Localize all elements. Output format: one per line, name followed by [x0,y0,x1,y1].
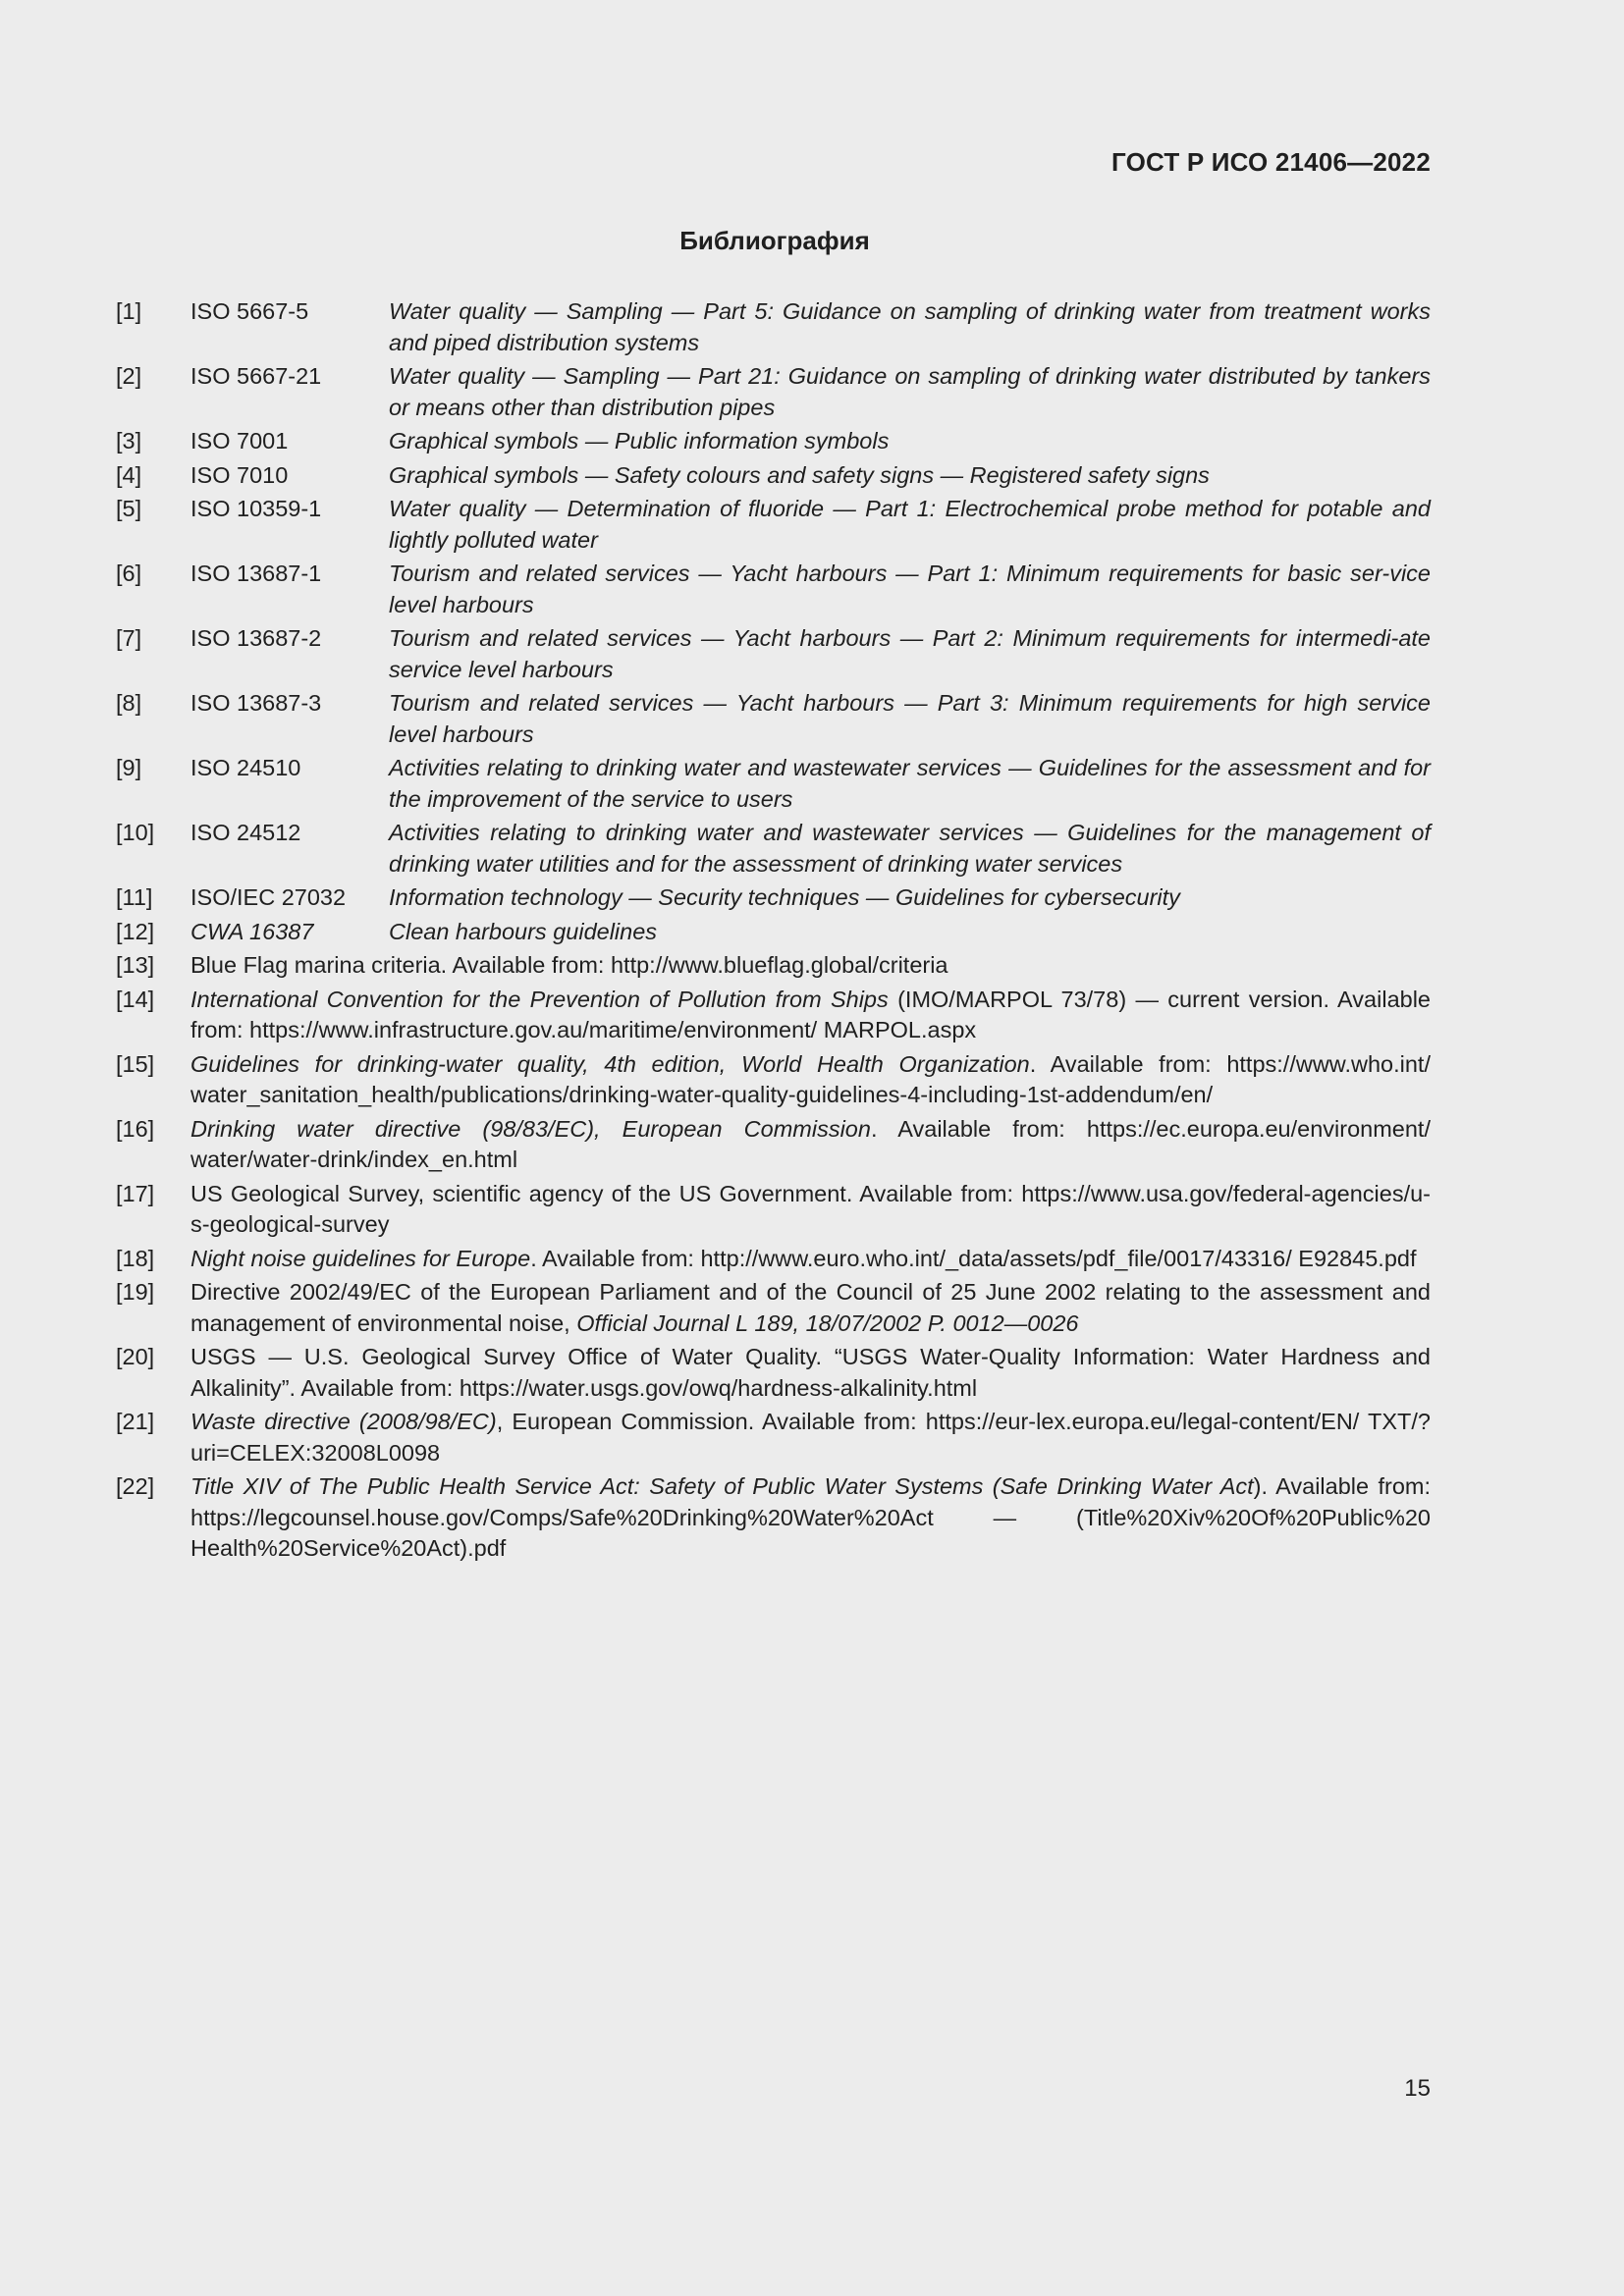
ref-title: Clean harbours guidelines [389,918,658,944]
ref-italic-title: Official Journal L 189, 18/07/2002 P. 0012—0026 [576,1309,1079,1336]
list-item [116,1049,1431,1111]
page-number: 15 [1404,2075,1431,2102]
ref-code: ISO 7010 [190,461,289,488]
ref-title: Water quality — Sampling — Part 5: Guidance on sampling of drinking water from treatment works and piped distribution systems [389,298,1431,355]
ref-rest: Directive 2002/49/EC of the European Parliament and of the Council of 25 June 2002 relating to the assessment and management of environmental noise, [190,1279,1431,1336]
ref-number: [12] [116,918,155,944]
ref-code: ISO 7001 [190,428,289,454]
ref-code: ISO/IEC 27032 [190,884,347,910]
list-item [116,818,1431,880]
list-item [116,1114,1431,1176]
ref-title: Graphical symbols — Safety colours and safety signs — Registered safety signs [389,461,1210,488]
ref-rest: . Available from: https://ec.europa.eu/environment/ water/water-drink/index_en.html [190,1115,1431,1172]
list-item [116,1244,1431,1275]
ref-text [190,1277,1431,1339]
list-item [116,460,1431,492]
ref-code: CWA 16387 [190,918,314,944]
ref-number: [21] [116,1409,155,1434]
ref-code: ISO 24510 [190,755,301,780]
ref-rest: ). Available from: https://legcounsel.house.gov/Comps/Safe%20Drinking%20Water%20Act — (Title%20Xiv%20Of%20Public%20 Health%20Service%20Act).pdf [190,1473,1431,1561]
list-item [116,494,1431,556]
list-item [116,882,1431,914]
ref-number: [1] [116,298,142,324]
list-item [116,426,1431,457]
ref-rest: . Available from: https://www.who.int/ water_sanitation_health/publications/drinking-water-quality-guidelines-4-including-1st-addendum/en/ [190,1050,1431,1107]
ref-number: [6] [116,561,142,586]
ref-text: USGS — U.S. Geological Survey Office of Water Quality. “USGS Water-Quality Information: Water Hardness and Alkalinity”. Available from: https://water.usgs.gov/owq/hardness-alkalinity.html [190,1344,1431,1401]
ref-number: [22] [116,1473,155,1499]
list-item [116,1407,1431,1468]
ref-rest: , European Commission. Available from: https://eur-lex.europa.eu/legal-content/EN/ TXT/?uri=CELEX:32008L0098 [190,1409,1432,1466]
ref-title: Tourism and related services — Yacht harbours — Part 2: Minimum requirements for intermedi-ate service level harbours [389,625,1431,682]
ref-rest: . Available from: http://www.euro.who.int/_data/assets/pdf_file/0017/43316/ E92845.pdf [530,1245,1417,1271]
ref-title: Information technology — Security techniques — Guidelines for cybersecurity [389,884,1180,910]
ref-number: [3] [116,428,142,454]
ref-title: Tourism and related services — Yacht harbours — Part 1: Minimum requirements for basic ser-vice level harbours [389,561,1431,617]
ref-number: [9] [116,755,142,780]
page-title: Библиография [679,226,870,255]
ref-number: [2] [116,363,142,389]
ref-text [190,1407,1431,1468]
ref-text [190,1244,1431,1275]
ref-code: ISO 13687-2 [190,625,322,651]
list-item [116,1342,1431,1404]
list-item [116,985,1431,1046]
list-item [116,950,1431,982]
ref-italic-title: Guidelines for drinking-water quality, 4th edition, World Health Organization [190,1050,1030,1077]
ref-text [190,985,1431,1046]
ref-number: [18] [116,1245,155,1271]
list-item [116,361,1431,423]
list-item [116,559,1431,620]
ref-code: ISO 13687-1 [190,561,322,586]
ref-number: [14] [116,986,155,1012]
list-item [116,917,1431,948]
ref-title: Tourism and related services — Yacht harbours — Part 3: Minimum requirements for high service level harbours [389,690,1431,747]
ref-italic-title: Title XIV of The Public Health Service Act: Safety of Public Water Systems (Safe Drinking Water Act [190,1473,1254,1499]
ref-number: [10] [116,820,155,845]
list-item [116,1471,1431,1565]
ref-rest: (IMO/MARPOL 73/78) — current version. Available from: https://www.infrastructure.gov.au/maritime/environment/ MARPOL.aspx [190,986,1431,1042]
ref-italic-title: International Convention for the Prevention of Pollution from Ships [190,986,889,1012]
ref-number: [15] [116,1050,155,1077]
ref-code: ISO 5667-5 [190,298,309,324]
ref-text: Blue Flag marina criteria. Available from: http://www.blueflag.global/criteria [190,952,948,978]
ref-number: [13] [116,952,155,978]
ref-number: [17] [116,1180,155,1206]
ref-number: [20] [116,1344,155,1369]
ref-number: [16] [116,1115,155,1142]
ref-code: ISO 5667-21 [190,363,322,389]
list-item [116,688,1431,750]
ref-number: [5] [116,496,142,521]
list-item [116,1179,1431,1241]
ref-text [190,1471,1431,1565]
ref-italic-title: Night noise guidelines for Europe [190,1245,531,1271]
ref-text: US Geological Survey, scientific agency of the US Government. Available from: https://www.usa.gov/federal-agencies/u-s-geological-survey [190,1180,1431,1237]
ref-number: [4] [116,461,142,488]
list-item [116,623,1431,685]
ref-title: Water quality — Sampling — Part 21: Guidance on sampling of drinking water distributed by tankers or means other than distribution pipes [389,363,1431,420]
list-item [116,753,1431,815]
ref-code: ISO 24512 [190,820,301,845]
document-header: ГОСТ Р ИСО 21406—2022 [1110,147,1431,177]
ref-title: Activities relating to drinking water and wastewater services — Guidelines for the management of drinking water utilities and for the assessment of drinking water services [389,820,1431,877]
ref-code: ISO 13687-3 [190,690,322,716]
list-item [116,1277,1431,1339]
ref-number: [7] [116,625,142,651]
ref-number: [8] [116,690,142,716]
ref-number: [11] [116,884,153,910]
list-item [116,296,1431,358]
ref-title: Water quality — Determination of fluoride — Part 1: Electrochemical probe method for potable and lightly polluted water [389,496,1431,553]
bibliography-list [116,296,1431,1568]
ref-title: Activities relating to drinking water and wastewater services — Guidelines for the assessment and for the improvement of the service to users [389,755,1431,812]
ref-text [190,1114,1431,1176]
ref-italic-title: Waste directive (2008/98/EC) [190,1409,497,1434]
ref-italic-title: Drinking water directive (98/83/EC), European Commission [190,1115,871,1142]
ref-number: [19] [116,1279,155,1305]
ref-title: Graphical symbols — Public information symbols [389,428,890,454]
ref-code: ISO 10359-1 [190,496,322,521]
ref-text [190,1049,1431,1111]
